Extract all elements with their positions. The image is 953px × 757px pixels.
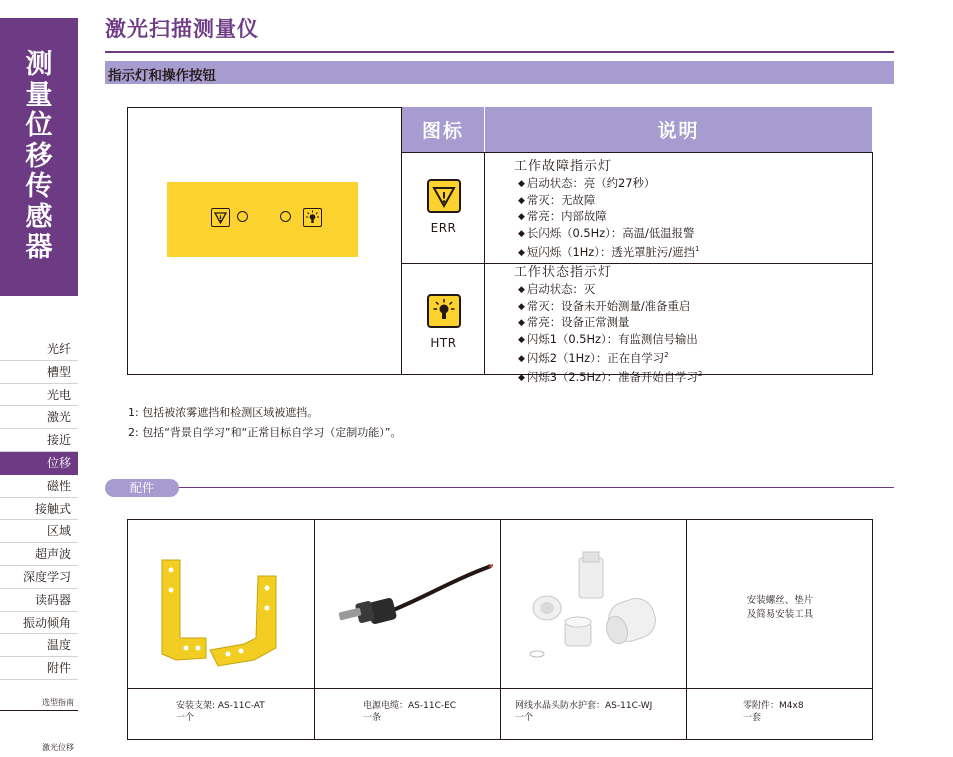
htr-led-icon — [280, 211, 291, 222]
err-led-icon — [237, 211, 248, 222]
accessory-caption — [501, 688, 686, 739]
sidebar-title-char: 感 — [25, 201, 53, 233]
err-heading: 工作故障指示灯 — [514, 159, 613, 174]
list-item-text: 闪烁2（1Hz）：正在自学习 — [526, 350, 665, 365]
sidebar-item-proximity[interactable]: 接近 — [0, 429, 78, 452]
accessory-name: 零附件：M4x8 — [743, 701, 804, 711]
accessory-qty: 一条 — [363, 713, 382, 723]
accessory-cell — [315, 520, 501, 739]
list-item: ◆ 常亮：设备正常测量 — [514, 315, 702, 331]
footnote-2: 2: 包括“背景自学习”和“正常目标自学习（定制功能）”。 — [128, 426, 402, 439]
list-item: ◆ 长闪烁（0.5Hz）：高温/低温报警 — [514, 226, 699, 242]
accessory-cell — [501, 520, 687, 739]
sidebar-item-contact[interactable]: 接触式 — [0, 498, 78, 521]
sidebar-title-char: 测 — [25, 49, 53, 80]
accessory-qty: 一个 — [515, 713, 534, 723]
accessory-name: 电源电缆：AS-11C-EC — [363, 701, 457, 711]
sidebar-item-magnetic[interactable]: 磁性 — [0, 475, 78, 498]
sidebar-item-laser[interactable]: 激光 — [0, 406, 78, 429]
waterproof-cover-image — [509, 548, 679, 678]
sidebar-title-char: 移 — [25, 140, 53, 172]
list-item: ◆ 常亮：内部故障 — [514, 209, 699, 225]
section-title: 指示灯和操作按钮 — [108, 68, 216, 84]
sidebar-item-ultrasonic[interactable]: 超声波 — [0, 543, 78, 566]
sidebar-title — [0, 50, 78, 264]
accessories-divider — [179, 487, 894, 488]
accessory-qty: 一个 — [176, 713, 195, 723]
sidebar-title-char: 位 — [25, 110, 53, 141]
mounting-bracket-image — [146, 548, 296, 678]
accessory-contents-line: 安装螺丝、垫片 — [746, 595, 814, 606]
accessory-contents-line: 及简易安装工具 — [746, 609, 814, 620]
warning-icon — [427, 179, 461, 213]
page-title: 激光扫描测量仪 — [105, 17, 259, 41]
sidebar-item-area[interactable]: 区域 — [0, 520, 78, 543]
footnote-marker: 2 — [664, 351, 669, 360]
section-header — [105, 61, 894, 84]
accessory-cell — [687, 520, 873, 739]
sidebar-item-deep-learning[interactable]: 深度学习 — [0, 566, 78, 589]
sidebar-item-photoelectric[interactable]: 光电 — [0, 384, 78, 407]
htr-label: HTR — [430, 336, 457, 350]
accessory-caption — [315, 688, 500, 739]
list-item-text: 短闪烁（1Hz）：透光罩脏污/遮挡 — [526, 244, 695, 259]
sidebar-title-char: 传 — [25, 171, 53, 202]
accessories-table — [127, 519, 873, 740]
accessory-caption — [128, 688, 314, 739]
table-rule — [402, 152, 872, 153]
list-item: ◆ 常灭：无故障 — [514, 193, 699, 209]
accessory-name: 安装支架: AS-11C-AT — [176, 701, 265, 711]
column-header-icon: 图标 — [402, 107, 485, 152]
sidebar-item-optical-fiber[interactable]: 光纤 — [0, 338, 78, 361]
accessory-contents — [687, 594, 873, 622]
sidebar-title-char: 量 — [25, 79, 53, 111]
bulb-icon — [427, 294, 461, 328]
accessory-qty: 一套 — [743, 713, 762, 723]
category-nav — [0, 338, 78, 680]
list-item: ◆ 闪烁1（0.5Hz）：有监测信号输出 — [514, 332, 702, 348]
accessory-name: 网线水晶头防水护套：AS-11C-WJ — [515, 701, 653, 711]
list-item: ◆ 启动状态：亮（约27秒） — [514, 176, 699, 192]
power-cable-image — [323, 558, 493, 668]
indicator-panel-illustration — [167, 182, 358, 257]
list-item — [514, 367, 702, 386]
htr-heading: 工作状态指示灯 — [514, 265, 613, 280]
sidebar-item-vibration-tilt[interactable]: 振动倾角 — [0, 612, 78, 635]
list-item — [514, 348, 702, 367]
sidebar-item-code-reader[interactable]: 读码器 — [0, 589, 78, 612]
sidebar-item-displacement[interactable]: 位移 — [0, 452, 78, 475]
table-rule — [872, 152, 873, 375]
err-description — [514, 160, 699, 261]
bulb-icon — [303, 208, 322, 227]
table-rule — [402, 263, 872, 264]
column-header-description: 说明 — [485, 107, 872, 152]
sidebar-title-char: 器 — [25, 232, 53, 263]
sidebar-item-slot[interactable]: 槽型 — [0, 361, 78, 384]
sidebar-item-temperature[interactable]: 温度 — [0, 634, 78, 657]
selection-guide-link[interactable]: 选型指南 — [0, 697, 78, 711]
footnote-marker: 2 — [697, 370, 703, 379]
htr-description — [514, 266, 702, 386]
accessory-cell — [128, 520, 315, 739]
title-divider — [105, 51, 894, 53]
list-item: ◆ 常灭：设备未开始测量/准备重启 — [514, 299, 702, 315]
warning-icon — [211, 208, 230, 227]
list-item — [514, 242, 699, 261]
footnote-marker: 1 — [694, 245, 700, 254]
accessory-caption — [687, 688, 873, 739]
err-label: ERR — [430, 221, 457, 235]
footnote-1: 1: 包括被浓雾遮挡和检测区域被遮挡。 — [128, 406, 319, 419]
sidebar-item-accessories[interactable]: 附件 — [0, 657, 78, 680]
list-item: ◆ 启动状态：灭 — [514, 282, 702, 298]
laser-displacement-link[interactable]: 激光位移 — [42, 743, 74, 752]
accessories-label: 配件 — [105, 479, 179, 497]
list-item-text: 闪烁3（2.5Hz）：准备开始自学习 — [526, 370, 698, 385]
